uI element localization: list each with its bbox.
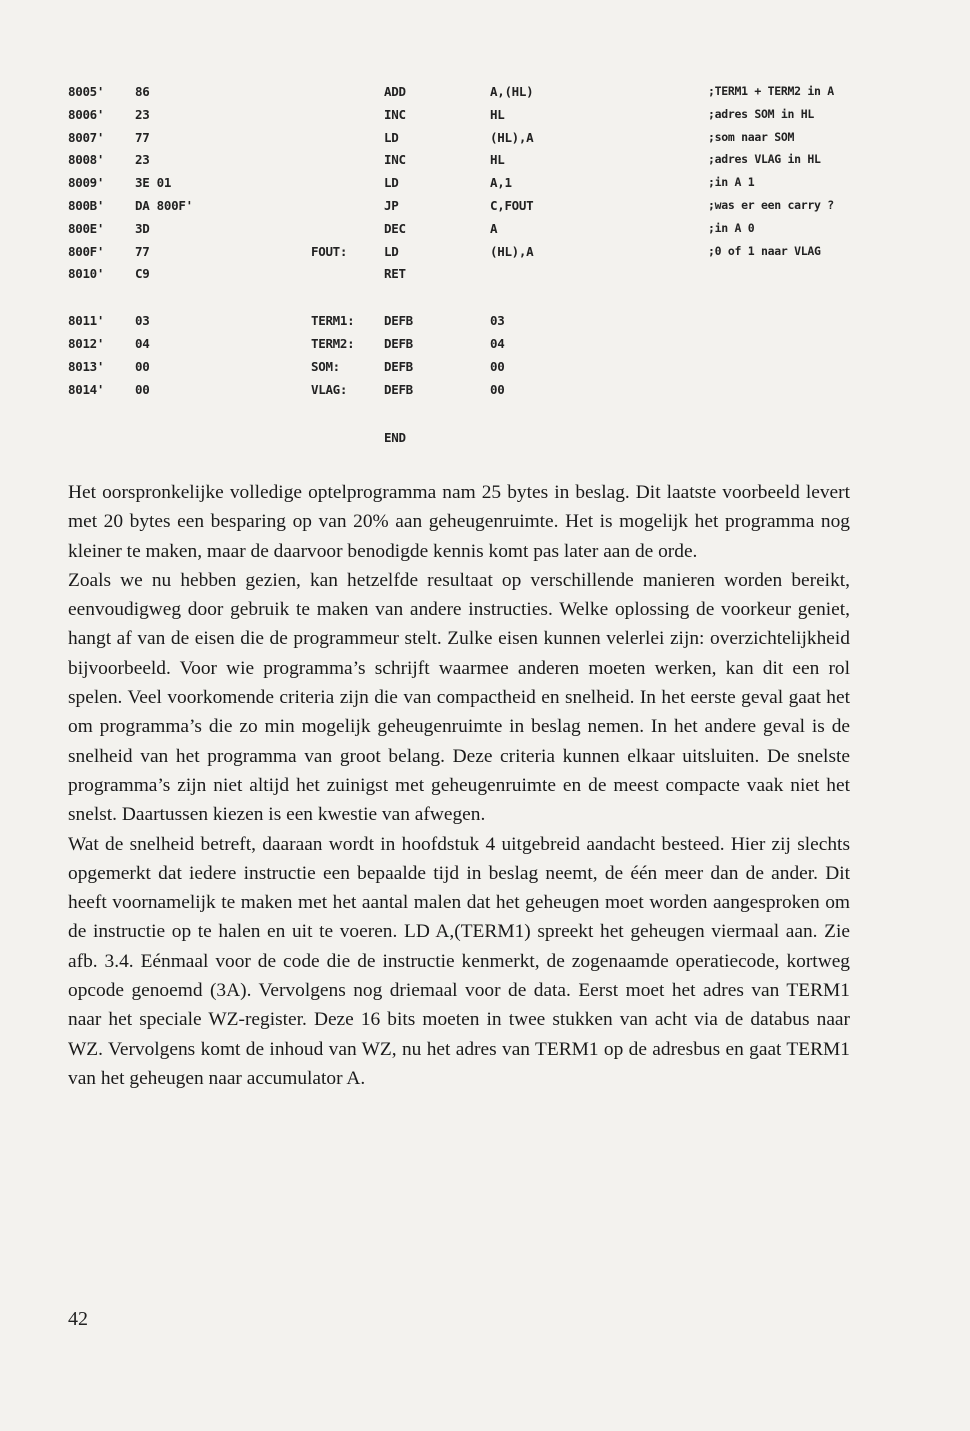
code-mnemonic: LD (384, 129, 399, 145)
code-row (68, 244, 868, 267)
code-operand: C,FOUT (490, 197, 534, 213)
assembly-listing (68, 84, 868, 453)
code-row (68, 266, 868, 289)
code-address: 8014' (68, 381, 105, 397)
code-operand: 00 (490, 358, 505, 374)
code-operand: HL (490, 152, 505, 168)
code-machine-code: 23 (135, 106, 150, 122)
code-mnemonic: DEFB (384, 313, 413, 329)
code-comment: ;was er een carry ? (708, 197, 834, 212)
code-machine-code: 03 (135, 313, 150, 329)
code-machine-code: 77 (135, 243, 150, 259)
code-mnemonic: LD (384, 175, 399, 191)
paragraph: Het oorspronkelijke volledige optelprogramma nam 25 bytes in beslag. Dit laatste voorbeeld levert met 20 bytes een besparing op van 20% aan geheugenruimte. Het is mogelijk het programma nog kleiner te maken, maar de daarvoor benodigde kennis komt pas later aan de orde. (68, 482, 850, 562)
code-block-main (68, 84, 868, 289)
code-row (68, 359, 868, 382)
code-operand: 00 (490, 381, 505, 397)
code-mnemonic: INC (384, 106, 406, 122)
code-comment: ;in A 1 (708, 175, 755, 190)
code-operand: A,1 (490, 175, 512, 191)
code-mnemonic: INC (384, 152, 406, 168)
code-label: TERM1: (311, 313, 355, 329)
code-end-directive: END (384, 430, 406, 446)
code-comment: ;0 of 1 naar VLAG (708, 243, 821, 258)
code-address: 8008' (68, 152, 105, 168)
code-address: 8013' (68, 358, 105, 374)
code-address: 8006' (68, 106, 105, 122)
code-operand: HL (490, 106, 505, 122)
code-comment: ;adres SOM in HL (708, 106, 814, 121)
code-machine-code: 00 (135, 381, 150, 397)
code-operand: A,(HL) (490, 84, 534, 99)
code-block-data (68, 313, 868, 404)
code-mnemonic: DEFB (384, 381, 413, 397)
page-number: 42 (68, 1308, 88, 1330)
code-label: VLAG: (311, 381, 348, 397)
code-comment: ;som naar SOM (708, 129, 795, 144)
code-address: 8005' (68, 84, 105, 99)
paragraph: Zoals we nu hebben gezien, kan hetzelfde resultaat op verschillende manieren worden bereikt, eenvoudigweg door gebruik te maken van andere instructies. Welke oplossing de voorkeur geniet, hangt af van de eisen die de programmeur stelt. Zulke eisen kunnen velerlei zijn: overzichtelijkheid bijvoorbeeld. Voor wie programma’s schrijft waarmee anderen moeten werken, kan dit een rol spelen. Veel voorkomende criteria zijn die van compactheid en snelheid. In het eerste geval gaat het om programma’s die zo min mogelijk geheugenruimte in beslag nemen. In het andere geval is de snelheid van het programma van groot belang. Deze criteria kunnen elkaar uitsluiten. De snelste programma’s zijn niet altijd het zuinigst met geheugenruimte en de meest compacte vaak niet het snelst. Daartussen kiezen is een kwestie van afwegen. (68, 569, 850, 826)
code-row (68, 130, 868, 153)
code-label: TERM2: (311, 335, 355, 351)
code-comment: ;in A 0 (708, 220, 755, 235)
code-row (68, 198, 868, 221)
code-machine-code: 86 (135, 84, 150, 99)
code-row (68, 313, 868, 336)
code-address: 8011' (68, 313, 105, 329)
code-machine-code: 3E 01 (135, 175, 172, 191)
code-row (68, 382, 868, 405)
code-comment: ;TERM1 + TERM2 in A (708, 84, 834, 98)
code-machine-code: C9 (135, 266, 150, 282)
code-spacer (68, 289, 868, 313)
code-row (68, 107, 868, 130)
code-machine-code: 23 (135, 152, 150, 168)
code-machine-code: 00 (135, 358, 150, 374)
code-address: 8007' (68, 129, 105, 145)
code-row (68, 84, 868, 107)
code-row (68, 152, 868, 175)
code-operand: A (490, 220, 498, 236)
code-machine-code: 77 (135, 129, 150, 145)
body-text (68, 478, 850, 1093)
code-row (68, 175, 868, 198)
code-mnemonic: DEFB (384, 335, 413, 351)
code-machine-code: 04 (135, 335, 150, 351)
code-mnemonic: JP (384, 197, 399, 213)
code-address: 8009' (68, 175, 105, 191)
code-address: 800F' (68, 243, 105, 259)
code-label: SOM: (311, 358, 340, 374)
code-label: FOUT: (311, 243, 348, 259)
code-operand: (HL),A (490, 129, 534, 145)
code-mnemonic: ADD (384, 84, 406, 99)
code-mnemonic: DEC (384, 220, 406, 236)
code-machine-code: 3D (135, 220, 150, 236)
code-mnemonic: RET (384, 266, 406, 282)
code-address: 8010' (68, 266, 105, 282)
code-address: 800B' (68, 197, 105, 213)
code-row (68, 221, 868, 244)
paragraph: Wat de snelheid betreft, daaraan wordt in hoofdstuk 4 uitgebreid aandacht besteed. Hier zij slechts opgemerkt dat iedere instructie een bepaalde tijd in beslag neemt, de één meer dan de ander. Dit heeft voornamelijk te maken met het aantal malen dat het geheugen moet worden aangesproken om de instructie op te halen en uit te voeren. LD A,(TERM1) spreekt het geheugen viermaal aan. Zie afb. 3.4. Eénmaal voor de code die de instructie kenmerkt, de zogenaamde operatiecode, kortweg opcode genoemd (3A). Vervolgens nog driemaal voor de data. Eerst moet het adres van TERM1 naar het speciale WZ-register. Deze 16 bits moeten in twee stukken van acht via de databus naar WZ. Vervolgens komt de inhoud van WZ, nu het adres van TERM1 op de adresbus en gaat TERM1 van het geheugen naar accumulator A. (68, 833, 850, 1089)
code-operand: (HL),A (490, 243, 534, 259)
code-comment: ;adres VLAG in HL (708, 152, 821, 167)
code-row (68, 336, 868, 359)
code-address: 8012' (68, 335, 105, 351)
code-address: 800E' (68, 220, 105, 236)
code-machine-code: DA 800F' (135, 197, 193, 213)
code-row-end (68, 430, 868, 453)
code-operand: 03 (490, 313, 505, 329)
code-mnemonic: LD (384, 243, 399, 259)
code-mnemonic: DEFB (384, 358, 413, 374)
code-operand: 04 (490, 335, 505, 351)
